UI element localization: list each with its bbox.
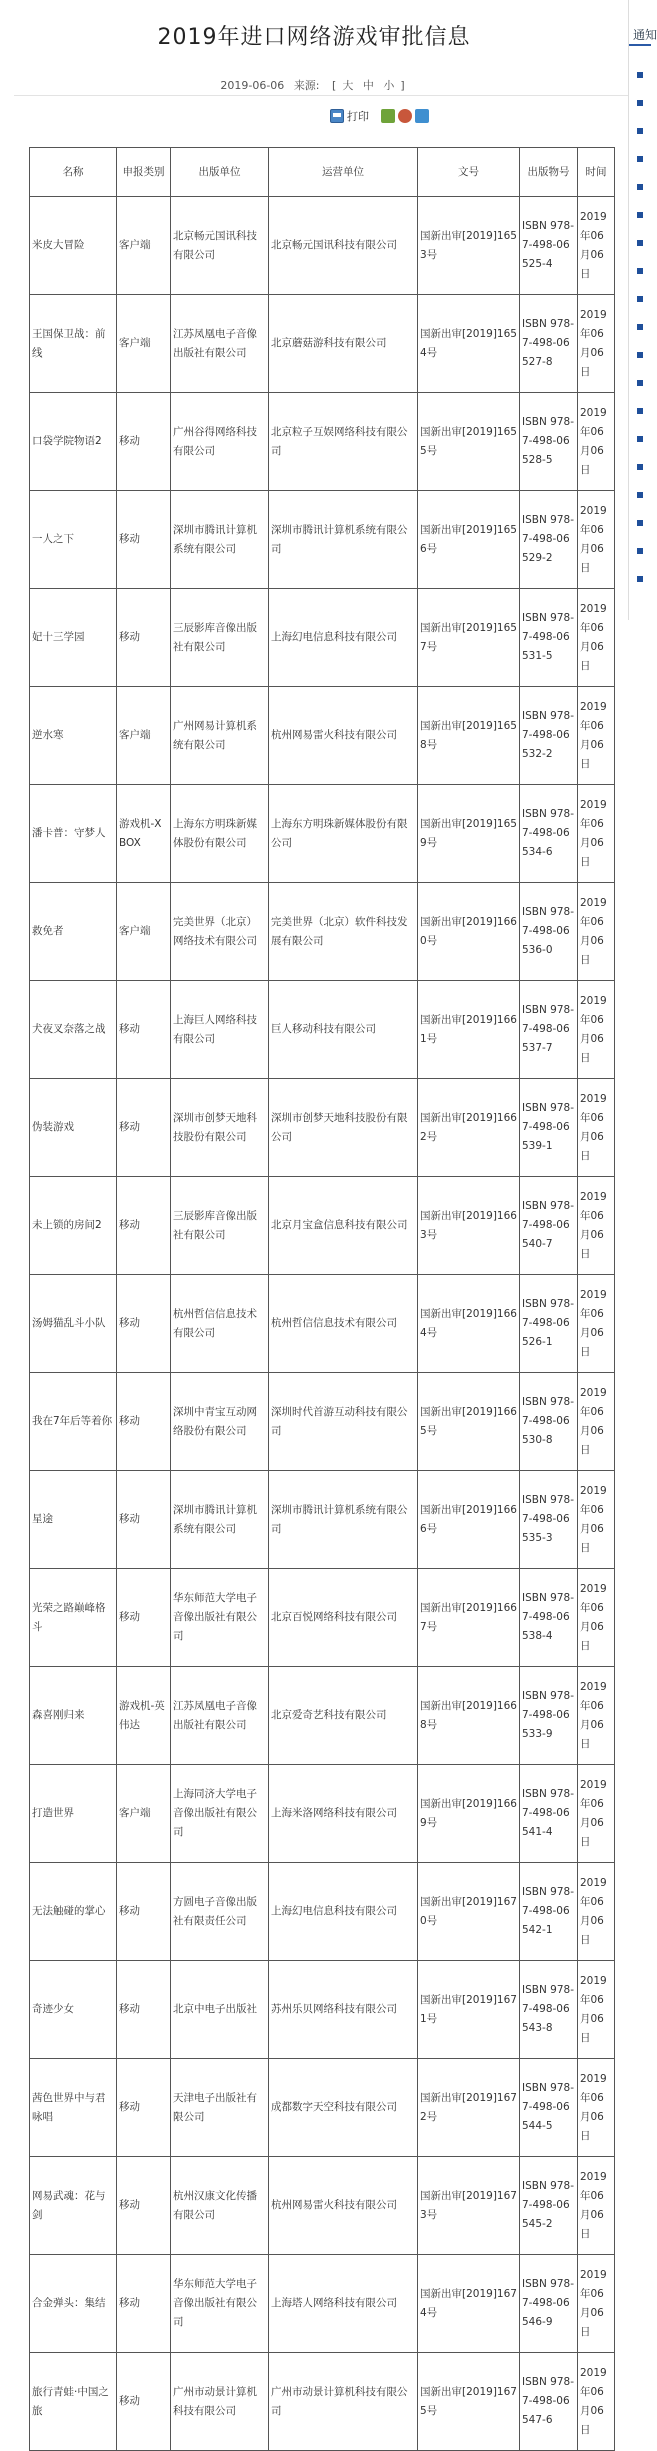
game-name-cell: 星途 [30, 1471, 117, 1569]
table-row [30, 1667, 615, 1765]
date-cell: 2019年06月06日 [578, 1471, 615, 1569]
isbn-cell: ISBN 978-7-498-06536-0 [520, 883, 578, 981]
game-name-cell: 一人之下 [30, 491, 117, 589]
publisher-cell: 北京中电子出版社 [171, 1961, 269, 2059]
date-cell: 2019年06月06日 [578, 1569, 615, 1667]
publisher-cell: 三辰影库音像出版社有限公司 [171, 1177, 269, 1275]
category-cell: 移动 [117, 1079, 171, 1177]
table-row [30, 1471, 615, 1569]
approval-number-cell: 国新出审[2019]1666号 [418, 1471, 520, 1569]
table-row [30, 785, 615, 883]
game-name-cell: 妃十三学园 [30, 589, 117, 687]
approval-number-cell: 国新出审[2019]1667号 [418, 1569, 520, 1667]
date-cell: 2019年06月06日 [578, 1275, 615, 1373]
table-body [30, 197, 615, 2451]
operator-cell: 上海幻电信息科技有限公司 [269, 589, 418, 687]
approval-number-cell: 国新出审[2019]1669号 [418, 1765, 520, 1863]
publisher-cell: 深圳市创梦天地科技股份有限公司 [171, 1079, 269, 1177]
sidebar-bullet-icon[interactable] [637, 72, 643, 78]
operator-cell: 上海幻电信息科技有限公司 [269, 1863, 418, 1961]
game-name-cell: 打造世界 [30, 1765, 117, 1863]
approval-number-cell: 国新出审[2019]1656号 [418, 491, 520, 589]
table-row [30, 1765, 615, 1863]
game-name-cell: 汤姆猫乱斗小队 [30, 1275, 117, 1373]
category-cell: 移动 [117, 589, 171, 687]
category-cell: 移动 [117, 1177, 171, 1275]
operator-cell: 巨人移动科技有限公司 [269, 981, 418, 1079]
operator-cell: 苏州乐贝网络科技有限公司 [269, 1961, 418, 2059]
approval-number-cell: 国新出审[2019]1653号 [418, 197, 520, 295]
source-label: 来源: [293, 79, 320, 92]
approval-number-cell: 国新出审[2019]1662号 [418, 1079, 520, 1177]
date-cell: 2019年06月06日 [578, 687, 615, 785]
font-size-switcher [329, 79, 408, 92]
date-cell: 2019年06月06日 [578, 1373, 615, 1471]
date-cell: 2019年06月06日 [578, 1177, 615, 1275]
sidebar-bullet-icon[interactable] [637, 212, 643, 218]
isbn-cell: ISBN 978-7-498-06539-1 [520, 1079, 578, 1177]
approval-number-cell: 国新出审[2019]1664号 [418, 1275, 520, 1373]
operator-cell: 杭州网易雷火科技有限公司 [269, 687, 418, 785]
date-cell: 2019年06月06日 [578, 2059, 615, 2157]
isbn-cell: ISBN 978-7-498-06531-5 [520, 589, 578, 687]
category-cell: 移动 [117, 393, 171, 491]
operator-cell: 深圳市腾讯计算机系统有限公司 [269, 491, 418, 589]
isbn-cell: ISBN 978-7-498-06542-1 [520, 1863, 578, 1961]
article-meta [0, 78, 628, 94]
sidebar-bullet-icon[interactable] [637, 156, 643, 162]
publisher-cell: 广州市动景计算机科技有限公司 [171, 2353, 269, 2451]
sidebar-bullet-icon[interactable] [637, 492, 643, 498]
game-name-cell: 王国保卫战：前线 [30, 295, 117, 393]
game-name-cell: 光荣之路巅峰格斗 [30, 1569, 117, 1667]
sidebar-bullet-icon[interactable] [637, 548, 643, 554]
operator-cell: 杭州网易雷火科技有限公司 [269, 2157, 418, 2255]
publisher-cell: 上海同济大学电子音像出版社有限公司 [171, 1765, 269, 1863]
isbn-cell: ISBN 978-7-498-06541-4 [520, 1765, 578, 1863]
approval-number-cell: 国新出审[2019]1660号 [418, 883, 520, 981]
sidebar-bullet-icon[interactable] [637, 352, 643, 358]
sidebar-bullet-icon[interactable] [637, 268, 643, 274]
sidebar-bullet-icon[interactable] [637, 324, 643, 330]
add-icon[interactable] [415, 109, 429, 123]
isbn-cell: ISBN 978-7-498-06546-9 [520, 2255, 578, 2353]
category-cell: 移动 [117, 2353, 171, 2451]
publisher-cell: 上海东方明珠新媒体股份有限公司 [171, 785, 269, 883]
approval-number-cell: 国新出审[2019]1673号 [418, 2157, 520, 2255]
sidebar-bullet-icon[interactable] [637, 184, 643, 190]
approval-number-cell: 国新出审[2019]1655号 [418, 393, 520, 491]
isbn-cell: ISBN 978-7-498-06540-7 [520, 1177, 578, 1275]
publisher-cell: 深圳市腾讯计算机系统有限公司 [171, 1471, 269, 1569]
font-size-bracket-open: [ [332, 79, 337, 92]
approval-number-cell: 国新出审[2019]1658号 [418, 687, 520, 785]
date-cell: 2019年06月06日 [578, 1961, 615, 2059]
isbn-cell: ISBN 978-7-498-06534-6 [520, 785, 578, 883]
publisher-cell: 杭州汉康文化传播有限公司 [171, 2157, 269, 2255]
isbn-cell: ISBN 978-7-498-06544-5 [520, 2059, 578, 2157]
publisher-cell: 杭州哲信信息技术有限公司 [171, 1275, 269, 1373]
column-header: 出版单位 [171, 148, 269, 197]
isbn-cell: ISBN 978-7-498-06537-7 [520, 981, 578, 1079]
game-name-cell: 犬夜叉奈落之战 [30, 981, 117, 1079]
sidebar-bullet-icon[interactable] [637, 576, 643, 582]
isbn-cell: ISBN 978-7-498-06525-4 [520, 197, 578, 295]
category-cell: 游戏机-英伟达 [117, 1667, 171, 1765]
publisher-cell: 华东师范大学电子音像出版社有限公司 [171, 2255, 269, 2353]
date-cell: 2019年06月06日 [578, 2255, 615, 2353]
sidebar [628, 0, 657, 620]
isbn-cell: ISBN 978-7-498-06535-3 [520, 1471, 578, 1569]
font-size-small-link[interactable]: 小 [383, 79, 395, 92]
date-cell: 2019年06月06日 [578, 589, 615, 687]
font-size-large-link[interactable]: 大 [342, 79, 354, 92]
table-row [30, 197, 615, 295]
approval-number-cell: 国新出审[2019]1675号 [418, 2353, 520, 2451]
table-row [30, 687, 615, 785]
sidebar-bullet-icon[interactable] [637, 436, 643, 442]
category-cell: 移动 [117, 1569, 171, 1667]
category-cell: 客户端 [117, 197, 171, 295]
date-cell: 2019年06月06日 [578, 197, 615, 295]
isbn-cell: ISBN 978-7-498-06532-2 [520, 687, 578, 785]
publisher-cell: 北京畅元国讯科技有限公司 [171, 197, 269, 295]
operator-cell: 北京蘑菇游科技有限公司 [269, 295, 418, 393]
game-name-cell: 合金弹头：集结 [30, 2255, 117, 2353]
approval-number-cell: 国新出审[2019]1663号 [418, 1177, 520, 1275]
category-cell: 移动 [117, 1863, 171, 1961]
column-header: 名称 [30, 148, 117, 197]
approval-number-cell: 国新出审[2019]1668号 [418, 1667, 520, 1765]
category-cell: 移动 [117, 1961, 171, 2059]
sidebar-bullet-icon[interactable] [637, 520, 643, 526]
table-row [30, 1569, 615, 1667]
date-cell: 2019年06月06日 [578, 1667, 615, 1765]
date-cell: 2019年06月06日 [578, 883, 615, 981]
publisher-cell: 完美世界（北京）网络技术有限公司 [171, 883, 269, 981]
game-name-cell: 我在7年后等着你 [30, 1373, 117, 1471]
category-cell: 移动 [117, 981, 171, 1079]
isbn-cell: ISBN 978-7-498-06530-8 [520, 1373, 578, 1471]
column-header: 出版物号 [520, 148, 578, 197]
approval-number-cell: 国新出审[2019]1654号 [418, 295, 520, 393]
publisher-cell: 方圆电子音像出版社有限责任公司 [171, 1863, 269, 1961]
table-header-row [30, 148, 615, 197]
sidebar-bullet-icon[interactable] [637, 380, 643, 386]
table-row [30, 883, 615, 981]
publish-date: 2019-06-06 [220, 79, 285, 92]
font-size-medium-link[interactable]: 中 [362, 79, 374, 92]
weibo-icon[interactable] [398, 109, 412, 123]
publisher-cell: 深圳中青宝互动网络股份有限公司 [171, 1373, 269, 1471]
column-header: 文号 [418, 148, 520, 197]
game-name-cell: 逆水寒 [30, 687, 117, 785]
approval-number-cell: 国新出审[2019]1657号 [418, 589, 520, 687]
publisher-cell: 天津电子出版社有限公司 [171, 2059, 269, 2157]
operator-cell: 上海东方明珠新媒体股份有限公司 [269, 785, 418, 883]
date-cell: 2019年06月06日 [578, 1765, 615, 1863]
isbn-cell: ISBN 978-7-498-06533-9 [520, 1667, 578, 1765]
operator-cell: 成都数字天空科技有限公司 [269, 2059, 418, 2157]
isbn-cell: ISBN 978-7-498-06545-2 [520, 2157, 578, 2255]
category-cell: 移动 [117, 1373, 171, 1471]
game-name-cell: 米皮大冒险 [30, 197, 117, 295]
publisher-cell: 广州谷得网络科技有限公司 [171, 393, 269, 491]
game-name-cell: 口袋学院物语2 [30, 393, 117, 491]
publisher-cell: 江苏凤凰电子音像出版社有限公司 [171, 1667, 269, 1765]
category-cell: 移动 [117, 1471, 171, 1569]
date-cell: 2019年06月06日 [578, 1079, 615, 1177]
font-size-bracket-close: ] [400, 79, 405, 92]
date-cell: 2019年06月06日 [578, 393, 615, 491]
article [0, 0, 628, 94]
table-row [30, 295, 615, 393]
approval-number-cell: 国新出审[2019]1671号 [418, 1961, 520, 2059]
category-cell: 移动 [117, 2157, 171, 2255]
table-row [30, 1863, 615, 1961]
sidebar-bullet-icon[interactable] [637, 296, 643, 302]
table-row [30, 491, 615, 589]
isbn-cell: ISBN 978-7-498-06538-4 [520, 1569, 578, 1667]
date-cell: 2019年06月06日 [578, 491, 615, 589]
table-row [30, 1079, 615, 1177]
game-name-cell: 未上锁的房间2 [30, 1177, 117, 1275]
sidebar-bullet-icon[interactable] [637, 464, 643, 470]
isbn-cell: ISBN 978-7-498-06528-5 [520, 393, 578, 491]
category-cell: 移动 [117, 2255, 171, 2353]
column-header: 时间 [578, 148, 615, 197]
share-icon[interactable] [381, 109, 395, 123]
table-row [30, 1177, 615, 1275]
game-name-cell: 旅行青蛙·中国之旅 [30, 2353, 117, 2451]
publisher-cell: 深圳市腾讯计算机系统有限公司 [171, 491, 269, 589]
operator-cell: 北京百悦网络科技有限公司 [269, 1569, 418, 1667]
printer-icon[interactable] [330, 109, 344, 123]
publisher-cell: 广州网易计算机系统有限公司 [171, 687, 269, 785]
divider [14, 95, 628, 96]
date-cell: 2019年06月06日 [578, 295, 615, 393]
date-cell: 2019年06月06日 [578, 2353, 615, 2451]
category-cell: 移动 [117, 491, 171, 589]
category-cell: 客户端 [117, 687, 171, 785]
operator-cell: 深圳市创梦天地科技股份有限公司 [269, 1079, 418, 1177]
approval-number-cell: 国新出审[2019]1665号 [418, 1373, 520, 1471]
date-cell: 2019年06月06日 [578, 785, 615, 883]
game-name-cell: 奇迹少女 [30, 1961, 117, 2059]
operator-cell: 北京月宝盒信息科技有限公司 [269, 1177, 418, 1275]
table-row [30, 1275, 615, 1373]
operator-cell: 上海米洛网络科技有限公司 [269, 1765, 418, 1863]
category-cell: 客户端 [117, 295, 171, 393]
operator-cell: 北京粒子互娱网络科技有限公司 [269, 393, 418, 491]
print-link[interactable]: 打印 [347, 110, 369, 123]
isbn-cell: ISBN 978-7-498-06526-1 [520, 1275, 578, 1373]
article-tools [330, 108, 432, 124]
game-name-cell: 无法触碰的掌心 [30, 1863, 117, 1961]
approval-number-cell: 国新出审[2019]1674号 [418, 2255, 520, 2353]
sidebar-bullet-icon[interactable] [637, 100, 643, 106]
date-cell: 2019年06月06日 [578, 1863, 615, 1961]
operator-cell: 北京畅元国讯科技有限公司 [269, 197, 418, 295]
table-row [30, 2353, 615, 2451]
isbn-cell: ISBN 978-7-498-06547-6 [520, 2353, 578, 2451]
isbn-cell: ISBN 978-7-498-06529-2 [520, 491, 578, 589]
category-cell: 游戏机-XBOX [117, 785, 171, 883]
isbn-cell: ISBN 978-7-498-06527-8 [520, 295, 578, 393]
table-row [30, 981, 615, 1079]
operator-cell: 广州市动景计算机科技有限公司 [269, 2353, 418, 2451]
table-row [30, 2255, 615, 2353]
table-row [30, 589, 615, 687]
operator-cell: 完美世界（北京）软件科技发展有限公司 [269, 883, 418, 981]
sidebar-underline [629, 44, 651, 46]
operator-cell: 北京爱奇艺科技有限公司 [269, 1667, 418, 1765]
isbn-cell: ISBN 978-7-498-06543-8 [520, 1961, 578, 2059]
category-cell: 移动 [117, 2059, 171, 2157]
game-name-cell: 潘卡普：守梦人 [30, 785, 117, 883]
column-header: 申报类别 [117, 148, 171, 197]
table-row [30, 2157, 615, 2255]
approval-number-cell: 国新出审[2019]1659号 [418, 785, 520, 883]
publisher-cell: 江苏凤凰电子音像出版社有限公司 [171, 295, 269, 393]
approval-number-cell: 国新出审[2019]1661号 [418, 981, 520, 1079]
sidebar-bullet-icon[interactable] [637, 408, 643, 414]
category-cell: 客户端 [117, 883, 171, 981]
game-name-cell: 茜色世界中与君咏唱 [30, 2059, 117, 2157]
operator-cell: 杭州哲信信息技术有限公司 [269, 1275, 418, 1373]
operator-cell: 深圳市腾讯计算机系统有限公司 [269, 1471, 418, 1569]
sidebar-bullet-icon[interactable] [637, 240, 643, 246]
game-name-cell: 网易武魂：花与剑 [30, 2157, 117, 2255]
publisher-cell: 上海巨人网络科技有限公司 [171, 981, 269, 1079]
column-header: 运营单位 [269, 148, 418, 197]
game-name-cell: 森喜刚归来 [30, 1667, 117, 1765]
category-cell: 移动 [117, 1275, 171, 1373]
category-cell: 客户端 [117, 1765, 171, 1863]
date-cell: 2019年06月06日 [578, 981, 615, 1079]
date-cell: 2019年06月06日 [578, 2157, 615, 2255]
sidebar-bullet-icon[interactable] [637, 128, 643, 134]
table-row [30, 393, 615, 491]
approval-table [29, 147, 615, 2451]
approval-number-cell: 国新出审[2019]1672号 [418, 2059, 520, 2157]
page-title: 2019年进口网络游戏审批信息 [157, 25, 471, 50]
table-row [30, 1961, 615, 2059]
table-row [30, 1373, 615, 1471]
game-name-cell: 救免者 [30, 883, 117, 981]
operator-cell: 上海塔人网络科技有限公司 [269, 2255, 418, 2353]
table-row [30, 2059, 615, 2157]
approval-number-cell: 国新出审[2019]1670号 [418, 1863, 520, 1961]
game-name-cell: 伪装游戏 [30, 1079, 117, 1177]
operator-cell: 深圳时代首游互动科技有限公司 [269, 1373, 418, 1471]
publisher-cell: 三辰影库音像出版社有限公司 [171, 589, 269, 687]
sidebar-heading: 通知 [633, 28, 657, 42]
publisher-cell: 华东师范大学电子音像出版社有限公司 [171, 1569, 269, 1667]
